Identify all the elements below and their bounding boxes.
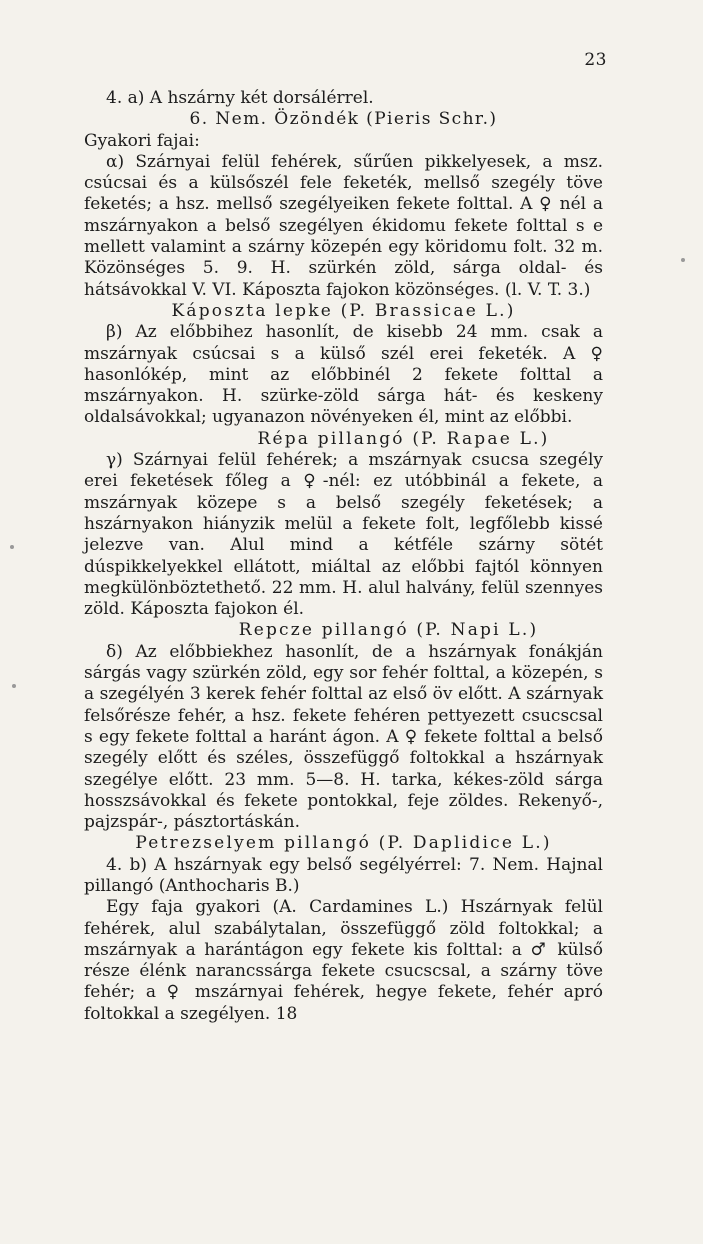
species-name-napi: Repcze pillangó (P. Napi L.)	[238, 620, 539, 641]
species-name-daplidice: Petrezselyem pillangó (P. Daplidice L.)	[135, 833, 552, 854]
species-gamma-paragraph: γ) Szárnyai felül fehérek; a mszárnyak csucsa szegély erei feketések főleg a ♀-nél: ez utóbbinál a fekete, a mszárnyak közepe s a belső szegély feketések; a hszárnyakon hiányzik melül a fekete folt, legfőlebb kissé jelezve van. Alul mind a kétféle szárny sötét dúspikkelyekkel ellátott, miáltal az előbbi fajtól könnyen megkülönböztethető. 22 mm. H. alul halvány, felül szennyes zöld. Káposzta fajokon él.	[84, 450, 603, 620]
scan-speck	[12, 684, 16, 688]
species-delta-paragraph: δ) Az előbbiekhez hasonlít, de a hszárnyak fonákján sárgás vagy szürkén zöld, egy sor fehér folttal, a közepén, s a szegélyén 3 kerek fehér folttal az első öv előtt. A szárnyak felsőrésze fehér, a hsz. fekete fehéren pettyezett csucscsal s egy fekete folttal a haránt ágon. A ♀ fekete folttal a belső szegély előtt és széles, összefüggő foltokkal a hszárnyak szegélye előtt. 23 mm. 5—8. H. tarka, kékes-zöld sárga hosszsávokkal és fekete pontokkal, feje zöldes. Rekenyő-, pajzspár-, pásztortáskán.	[84, 641, 603, 833]
scan-speck	[10, 545, 14, 549]
anthocharis-paragraph: Egy faja gyakori (A. Cardamines L.) Hszárnyak felül fehérek, alul szabálytalan, összefüggő zöld foltokkal; a mszárnyak a harántágon egy fekete kis folttal: a ♂ külső része élénk narancssárga fekete csucscsal, a szárny töve fehér; a ♀ mszárnyai fehérek, hegye fekete, fehér apró foltokkal a szegélyen. 18	[84, 897, 603, 1024]
common-species-label: Gyakori fajai:	[84, 130, 200, 151]
page-number: 23	[584, 50, 607, 70]
species-beta-paragraph: β) Az előbbihez hasonlít, de kisebb 24 mm. csak a mszárnyak csúcsai s a külső szél erei feketék. A ♀ hasonlókép, mint az előbbinél 2 fekete folttal a mszárnyakon. H. szürke-zöld sárga hát- és keskeny oldalsávokkal; ugyanazon növényeken él, mint az előbbi.	[84, 322, 603, 428]
body-text	[84, 88, 603, 1025]
key-line-4a: 4. a) A hszárny két dorsálérrel.	[106, 88, 374, 108]
genus-heading-pieris: 6. Nem. Özöndék (Pieris Schr.)	[189, 109, 498, 130]
species-name-rapae: Répa pillangó (P. Rapae L.)	[257, 428, 550, 449]
key-line-4b: 4. b) A hszárnyak egy belső segélyérrel: 7. Nem. Hajnal pillangó (Anthocharis B.)	[84, 854, 603, 896]
species-alpha-paragraph: α) Szárnyai felül fehérek, sűrűen pikkelyesek, a msz. csúcsai és a külsőszél fele feketék, mellső szegély töve feketés; a hsz. mellső szegélyeiken fekete folttal. A ♀ nél a mszárnyakon a belső szegélyen ékidomu fekete folttal s e mellett valamint a szárny közepén egy köridomu folt. 32 m. Közönséges 5. 9. H. szürkén zöld, sárga oldal- és hátsávokkal V. VI. Káposzta fajokon közönséges. (l. V. T. 3.)	[84, 151, 603, 300]
scan-speck	[681, 258, 685, 262]
species-name-brassicae: Káposzta lepke (P. Brassicae L.)	[171, 300, 516, 321]
